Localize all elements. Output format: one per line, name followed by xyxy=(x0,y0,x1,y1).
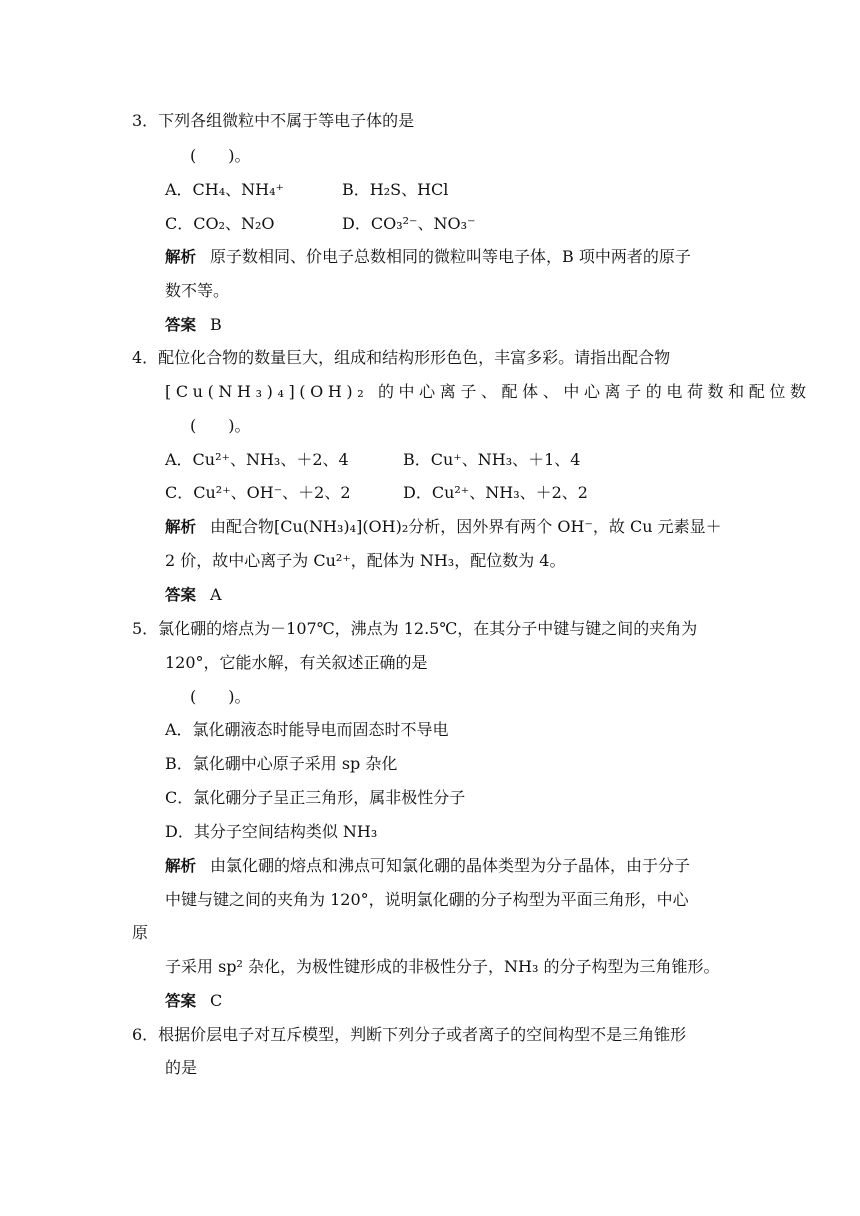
q5-option-d: D．其分子空间结构类似 NH₃ xyxy=(165,822,378,841)
q5-analysis-label: 解析 xyxy=(165,857,197,875)
q4-answer-paren: ( )。 xyxy=(190,416,251,435)
q3-analysis-line-2: 数不等。 xyxy=(165,281,230,300)
q5-answer-paren: ( )。 xyxy=(190,687,251,706)
q4-option-c: C．Cu²⁺、OH⁻、＋2、2 xyxy=(165,483,351,502)
q3-answer-line xyxy=(165,315,222,335)
q5-analysis-line-3: 原 xyxy=(132,923,149,942)
q4-option-b: B．Cu⁺、NH₃、＋1、4 xyxy=(403,450,581,469)
q3-analysis-text-1: 原子数相同、价电子总数相同的微粒叫等电子体，B 项中两者的原子 xyxy=(210,247,691,266)
q4-option-a: A．Cu²⁺、NH₃、＋2、4 xyxy=(165,450,349,469)
q4-analysis-text-1: 由配合物[Cu(NH₃)₄](OH)₂分析，因外界有两个 OH⁻，故 Cu 元素显＋ xyxy=(210,517,722,536)
q5-stem-line-1: 5．氯化硼的熔点为－107℃，沸点为 12.5℃，在其分子中键与键之间的夹角为 xyxy=(132,619,698,638)
q3-option-d: D．CO₃²⁻、NO₃⁻ xyxy=(342,214,476,233)
q5-answer-line xyxy=(165,991,222,1011)
q6-stem-line-1: 6．根据价层电子对互斥模型，判断下列分子或者离子的空间构型不是三角锥形 xyxy=(132,1025,687,1044)
q3-answer-value: B xyxy=(210,315,222,334)
q4-analysis-line-2: 2 价，故中心离子为 Cu²⁺，配体为 NH₃，配位数为 4。 xyxy=(165,551,566,570)
q4-analysis-label: 解析 xyxy=(165,518,197,536)
q4-answer-value: A xyxy=(210,585,222,604)
q3-option-b: B．H₂S、HCl xyxy=(342,180,449,199)
q5-analysis-text-1: 由氯化硼的熔点和沸点可知氯化硼的晶体类型为分子晶体，由于分子 xyxy=(210,856,691,875)
q4-answer-label: 答案 xyxy=(165,586,197,604)
q3-answer-label: 答案 xyxy=(165,316,197,334)
q6-stem-line-2: 的是 xyxy=(165,1058,198,1077)
q4-answer-line xyxy=(165,585,222,605)
q5-analysis-line-2: 中键与键之间的夹角为 120°，说明氯化硼的分子构型为平面三角形，中心 xyxy=(165,890,689,909)
q5-option-b: B．氯化硼中心原子采用 sp 杂化 xyxy=(165,754,398,773)
q3-analysis-line-1 xyxy=(165,247,691,267)
q5-analysis-line-1 xyxy=(165,856,690,876)
q5-stem-line-2: 120°，它能水解，有关叙述正确的是 xyxy=(165,653,428,672)
q3-option-a: A．CH₄、NH₄⁺ xyxy=(165,180,284,199)
q3-stem: 3．下列各组微粒中不属于等电子体的是 xyxy=(132,111,415,130)
q3-option-c: C．CO₂、N₂O xyxy=(165,214,275,233)
q3-analysis-label: 解析 xyxy=(165,248,197,266)
q5-answer-label: 答案 xyxy=(165,992,197,1010)
q4-option-d: D．Cu²⁺、NH₃、＋2、2 xyxy=(403,483,588,502)
q5-option-a: A．氯化硼液态时能导电而固态时不导电 xyxy=(165,720,449,739)
q4-stem-line-1: 4．配位化合物的数量巨大，组成和结构形形色色，丰富多彩。请指出配合物 xyxy=(132,348,671,367)
q5-analysis-line-4: 子采用 sp² 杂化，为极性键形成的非极性分子，NH₃ 的分子构型为三角锥形。 xyxy=(165,957,720,976)
q5-answer-value: C xyxy=(210,991,223,1010)
q5-option-c: C．氯化硼分子呈正三角形，属非极性分子 xyxy=(165,788,466,807)
q3-answer-paren: ( )。 xyxy=(190,146,251,165)
q4-stem-line-2: [Cu(NH₃)₄](OH)₂ 的中心离子、配体、中心离子的电荷数和配位数 xyxy=(165,382,811,401)
q4-analysis-line-1 xyxy=(165,517,722,537)
